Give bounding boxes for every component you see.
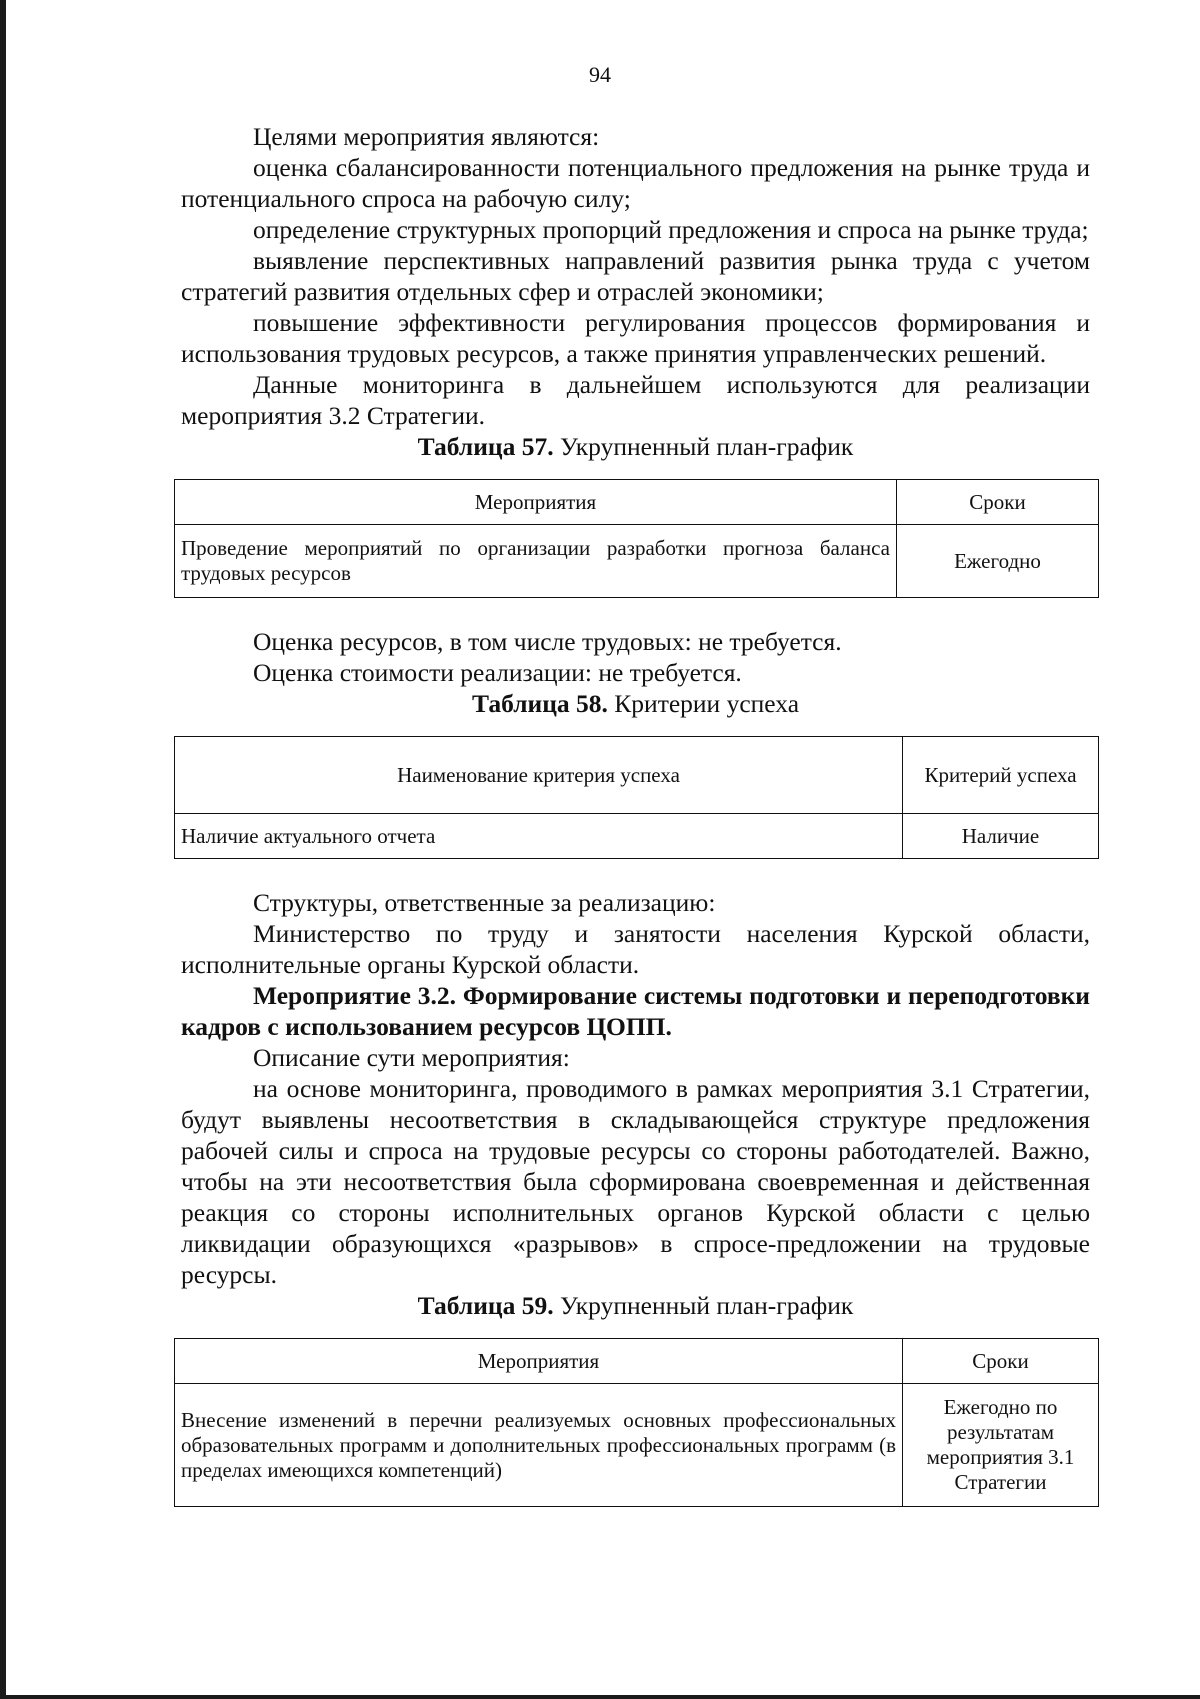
paragraph: определение структурных пропорций предложения и спроса на рынке труда; (253, 215, 1089, 244)
paragraph: Оценка ресурсов, в том числе трудовых: не требуется. (253, 627, 842, 656)
table-header-cell: Наименование критерия успеха (175, 737, 903, 814)
table-cell: Проведение мероприятий по организации разработки прогноза баланса трудовых ресурсов (175, 525, 897, 598)
table-58-caption: Таблица 58. Критерии успеха (471, 689, 800, 718)
table-header-cell: Сроки (903, 1339, 1099, 1384)
document-body (181, 121, 1090, 1507)
table-header-row (175, 737, 1099, 814)
paragraph: Описание сути мероприятия: (253, 1043, 570, 1072)
table-59-caption: Таблица 59. Укрупненный план-график (417, 1291, 854, 1320)
section-heading: Мероприятие 3.2. Формирование системы подготовки и переподготовки кадров с использованием ресурсов ЦОПП. (181, 981, 1090, 1041)
paragraph: на основе мониторинга, проводимого в рамках мероприятия 3.1 Стратегии, будут выявлены несоответствия в складывающейся структуре предложения рабочей силы и спроса на трудовые ресурсы со стороны работодателей. Важно, чтобы на эти несоответствия была сформирована своевременная и действенная реакция со стороны исполнительных органов Курской области с целью ликвидации образующихся «разрывов» в спросе-предложении на трудовые ресурсы. (181, 1074, 1090, 1289)
scan-left-edge (0, 0, 6, 1699)
table-cell: Ежегодно (897, 525, 1099, 598)
table-header-cell: Критерий успеха (903, 737, 1099, 814)
table-header-cell: Сроки (897, 480, 1099, 525)
paragraph: оценка сбалансированности потенциального предложения на рынке труда и потенциального спроса на рабочую силу; (181, 153, 1090, 213)
table-57 (174, 479, 1099, 598)
paragraph: Данные мониторинга в дальнейшем используются для реализации мероприятия 3.2 Стратегии. (181, 370, 1090, 430)
table-header-row (175, 480, 1099, 525)
table-header-cell: Мероприятия (175, 480, 897, 525)
table-cell: Наличие актуального отчета (175, 814, 903, 859)
paragraph: Целями мероприятия являются: (253, 122, 600, 151)
paragraph: повышение эффективности регулирования процессов формирования и использования трудовых ресурсов, а также принятия управленческих решений. (181, 308, 1090, 368)
scan-bottom-edge (0, 1695, 1200, 1699)
paragraph: Оценка стоимости реализации: не требуется. (253, 658, 742, 687)
table-header-cell: Мероприятия (175, 1339, 903, 1384)
table-cell: Ежегодно по результатам мероприятия 3.1 Стратегии (903, 1384, 1099, 1507)
paragraph: Структуры, ответственные за реализацию: (253, 888, 716, 917)
paragraph: выявление перспективных направлений развития рынка труда с учетом стратегий развития отдельных сфер и отраслей экономики; (181, 246, 1090, 306)
table-row (175, 814, 1099, 859)
table-57-caption: Таблица 57. Укрупненный план-график (417, 432, 854, 461)
table-59 (174, 1338, 1099, 1507)
page-number: 94 (589, 62, 611, 87)
table-header-row (175, 1339, 1099, 1384)
paragraph: Министерство по труду и занятости населения Курской области, исполнительные органы Курской области. (181, 919, 1090, 979)
table-row (175, 1384, 1099, 1507)
table-cell: Наличие (903, 814, 1099, 859)
table-58 (174, 736, 1099, 859)
table-cell: Внесение изменений в перечни реализуемых основных профессиональных образовательных программ и дополнительных профессиональных программ (в пределах имеющихся компетенций) (175, 1384, 903, 1507)
table-row (175, 525, 1099, 598)
